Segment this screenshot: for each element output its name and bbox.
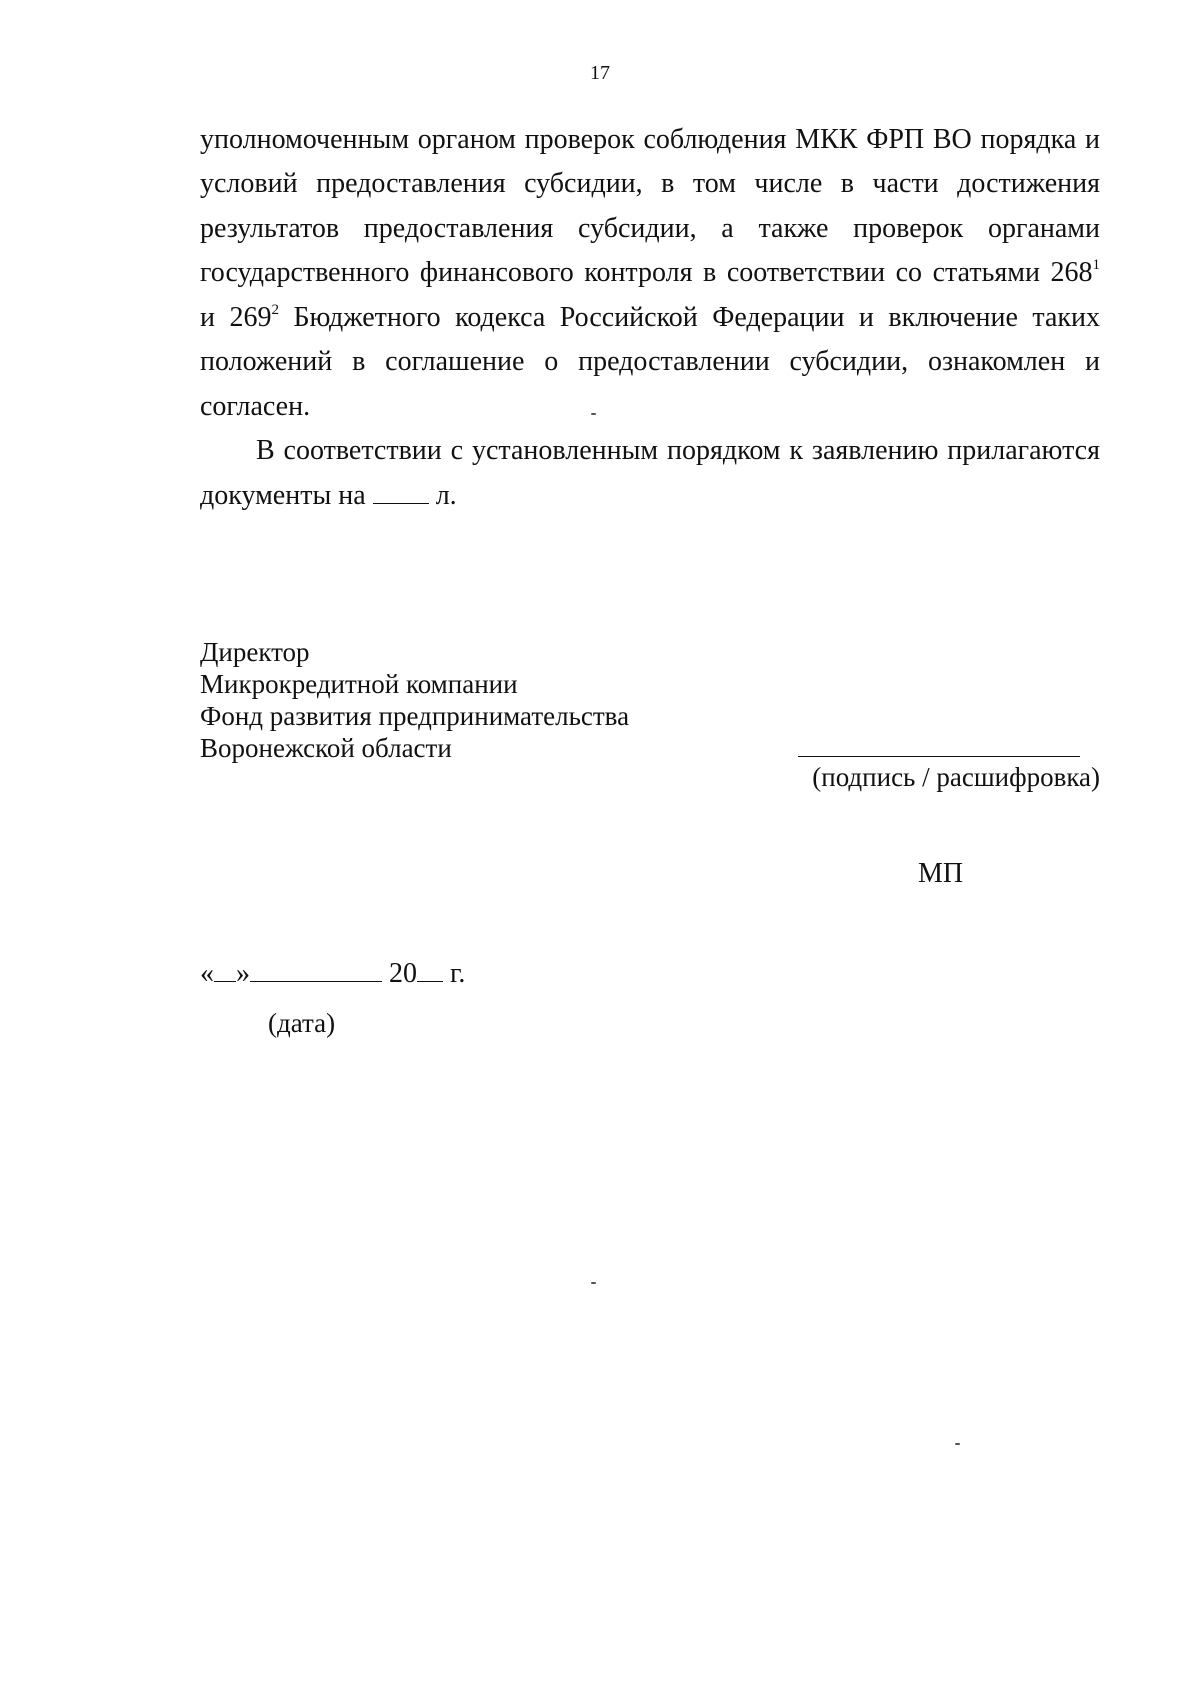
scan-speck xyxy=(591,1282,596,1284)
signatory-title: Директор xyxy=(200,637,310,667)
signatory-block xyxy=(200,636,629,764)
paragraph-1-line-5 xyxy=(200,302,1100,334)
month-blank xyxy=(250,959,382,982)
paragraph-1-line-4-text: государственного финансового контроля в соответствии со статьями 268 xyxy=(200,257,1093,288)
paragraph-1-line-6: положений в соглашение о предоставлении субсидии, ознакомлен и xyxy=(200,346,1100,377)
paragraph-1-line-5-prefix: и 269 xyxy=(200,302,272,333)
date-line xyxy=(200,958,465,990)
day-blank xyxy=(214,959,236,982)
paragraph-2-line-2-suffix: л. xyxy=(435,480,457,511)
paragraph-2-line-2 xyxy=(200,480,457,512)
signatory-org-line-3: Воронежской области xyxy=(200,733,452,763)
year-prefix: 20 xyxy=(389,958,417,989)
signatory-org-line-1: Микрокредитной компании xyxy=(200,669,518,699)
paragraph-1-line-2: условий предоставления субсидии, в том числе в части достижения xyxy=(200,168,1100,199)
signatory-org-line-2: Фонд развития предпринимательства xyxy=(200,701,630,731)
page-number: 17 xyxy=(590,62,610,84)
paragraph-2-line-1: В соответствии с установленным порядком к заявлению прилагаются xyxy=(256,435,1100,466)
signature-caption: (подпись / расшифровка) xyxy=(812,762,1100,792)
page-count-blank xyxy=(373,481,429,504)
stamp-label: МП xyxy=(918,858,964,889)
paragraph-1-line-5-text: Бюджетного кодекса Российской Федерации и включение таких xyxy=(278,302,1101,333)
footnote-superscript-2: 2 xyxy=(271,302,279,318)
paragraph-2-line-2-prefix: документы на xyxy=(200,480,366,511)
scan-speck xyxy=(591,413,596,415)
paragraph-1-line-7: согласен. xyxy=(200,391,311,422)
footnote-superscript-1: 1 xyxy=(1092,257,1100,273)
date-caption: (дата) xyxy=(268,1008,336,1038)
signature-line xyxy=(798,756,1080,757)
paragraph-1-line-4 xyxy=(200,257,1100,289)
year-suffix: г. xyxy=(450,958,466,989)
paragraph-1-line-1: уполномоченным органом проверок соблюдения МКК ФРП ВО порядка и xyxy=(200,124,1100,155)
paragraph-1-line-3: результатов предоставления субсидии, а также проверок органами xyxy=(200,213,1100,244)
date-close-quote: » xyxy=(236,958,250,989)
year-blank xyxy=(417,959,443,982)
scan-speck xyxy=(955,1443,960,1445)
date-open-quote: « xyxy=(200,958,214,989)
